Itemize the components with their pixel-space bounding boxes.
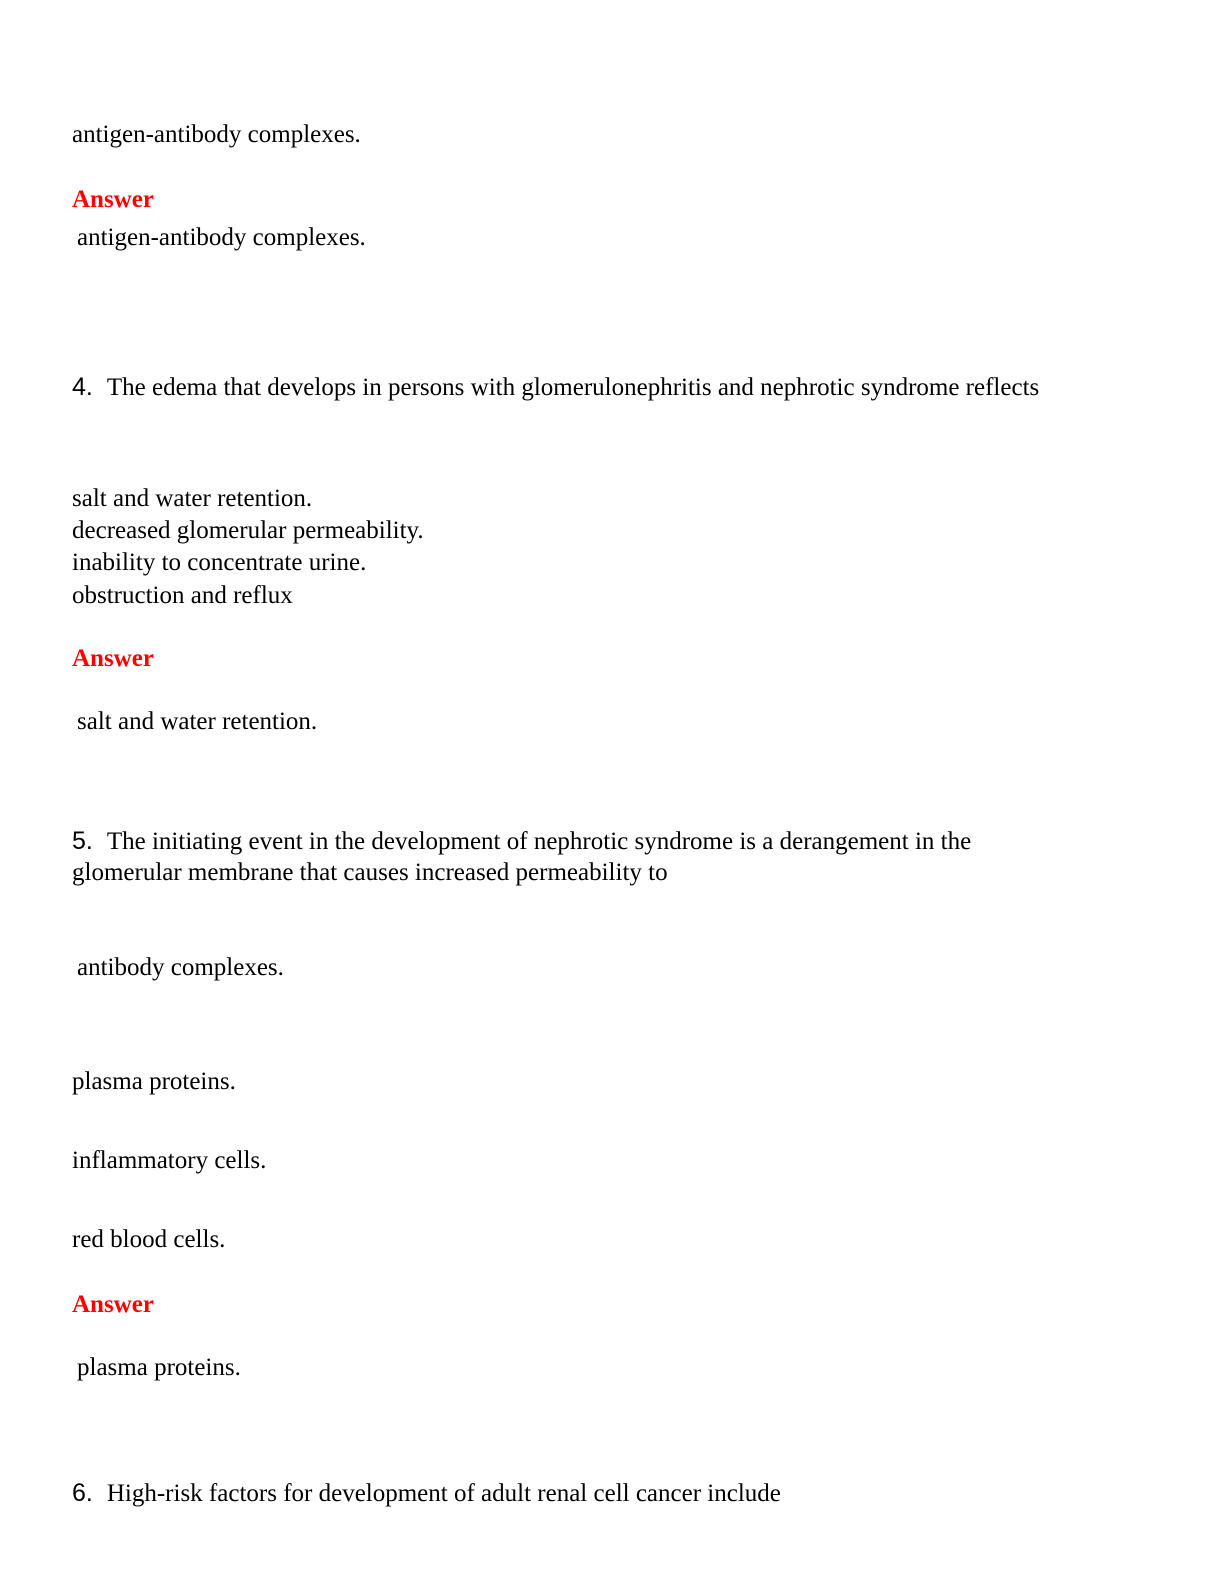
question-stem-text: The initiating event in the development of nephrotic syndrome is a derangement in the bbox=[106, 828, 972, 855]
answer-text: antigen-antibody complexes. bbox=[77, 224, 366, 251]
question-6-stem bbox=[72, 1477, 781, 1510]
question-5-option-3: inflammatory cells. bbox=[72, 1147, 267, 1174]
answer-text: plasma proteins. bbox=[77, 1354, 241, 1381]
question-5-option-2: plasma proteins. bbox=[72, 1068, 236, 1095]
question-stem-text: The edema that develops in persons with glomerulonephritis and nephrotic syndrome reflects bbox=[106, 374, 1040, 401]
question-4-option-4: obstruction and reflux bbox=[72, 582, 293, 609]
answer-label: Answer bbox=[72, 186, 154, 213]
question-number: 5. bbox=[72, 827, 93, 855]
question-5-stem bbox=[72, 825, 971, 858]
answer-label: Answer bbox=[72, 645, 154, 672]
question-4-option-2: decreased glomerular permeability. bbox=[72, 517, 424, 544]
question-5-stem-continued: glomerular membrane that causes increased permeability to bbox=[72, 859, 668, 886]
answer-label: Answer bbox=[72, 1291, 154, 1318]
question-4-option-3: inability to concentrate urine. bbox=[72, 549, 367, 576]
question-5-option-1: antibody complexes. bbox=[77, 954, 284, 981]
question-stem-text: High-risk factors for development of adult renal cell cancer include bbox=[106, 1480, 781, 1507]
option-text: antigen-antibody complexes. bbox=[72, 121, 361, 148]
question-5-option-4: red blood cells. bbox=[72, 1226, 226, 1253]
question-number: 4. bbox=[72, 373, 93, 401]
answer-text: salt and water retention. bbox=[77, 708, 318, 735]
question-4-stem bbox=[72, 371, 1039, 404]
question-number: 6. bbox=[72, 1479, 93, 1507]
question-4-option-1: salt and water retention. bbox=[72, 485, 313, 512]
